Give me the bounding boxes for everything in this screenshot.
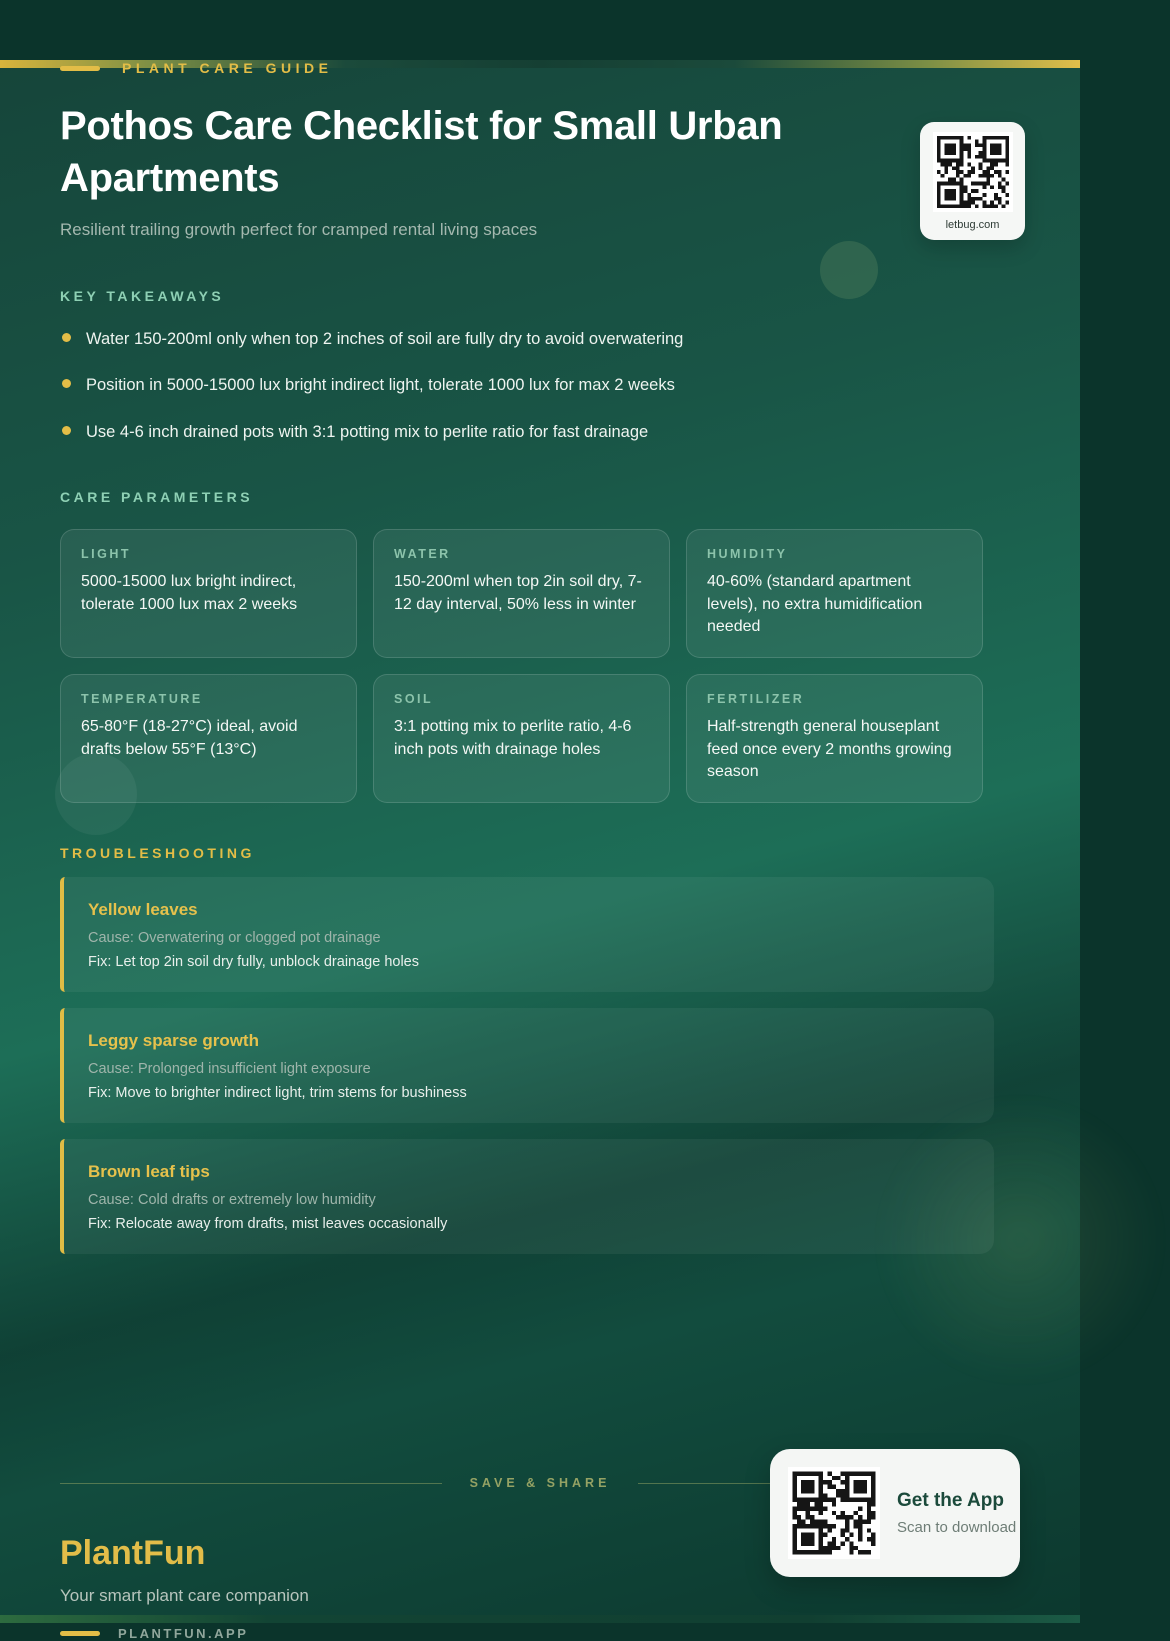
trouble-cause: Cause: Prolonged insufficient light exposure <box>88 1061 371 1078</box>
trouble-cause: Cause: Cold drafts or extremely low humidity <box>88 1192 376 1209</box>
care-parameters-grid <box>60 529 1020 803</box>
bullet-dot-icon <box>62 426 71 435</box>
accent-dash-icon <box>60 1631 100 1636</box>
accent-dash-icon <box>60 66 100 71</box>
troubleshooting-heading: TROUBLESHOOTING <box>60 845 255 862</box>
qr-code-icon <box>788 1467 880 1559</box>
param-text: 5000-15000 lux bright indirect, tolerate 1000 lux max 2 weeks <box>81 572 298 613</box>
param-label: WATER <box>394 546 451 561</box>
qr-code-icon <box>933 132 1013 212</box>
takeaway-text: Use 4-6 inch drained pots with 3:1 potting mix to perlite ratio for fast drainage <box>86 422 649 441</box>
param-text: 40-60% (standard apartment levels), no extra humidification needed <box>707 572 923 636</box>
trouble-card-yellow-leaves <box>60 877 994 992</box>
param-label: HUMIDITY <box>707 546 788 561</box>
plant-care-poster <box>0 60 1080 1641</box>
takeaway-item <box>60 374 1020 396</box>
param-label: LIGHT <box>81 546 131 561</box>
trouble-title: Brown leaf tips <box>88 1162 210 1182</box>
param-label: SOIL <box>394 691 434 706</box>
page-subtitle: Resilient trailing growth perfect for cramped rental living spaces <box>60 220 538 239</box>
eyebrow-label: PLANT CARE GUIDE <box>122 60 333 76</box>
trouble-title: Yellow leaves <box>88 900 198 920</box>
eyebrow <box>60 60 1020 76</box>
param-card-fertilizer <box>686 674 983 803</box>
takeaway-text: Water 150-200ml only when top 2 inches of soil are fully dry to avoid overwatering <box>86 330 684 348</box>
get-app-subtitle: Scan to download <box>897 1519 1017 1536</box>
care-parameters-heading: CARE PARAMETERS <box>60 488 254 505</box>
param-text: 150-200ml when top 2in soil dry, 7-12 day interval, 50% less in winter <box>394 572 642 613</box>
trouble-cause: Cause: Overwatering or clogged pot drainage <box>88 930 381 947</box>
param-card-water <box>373 529 670 658</box>
divider-line <box>60 1483 442 1484</box>
takeaway-item <box>60 421 1020 443</box>
param-label: FERTILIZER <box>707 691 805 706</box>
param-text: Half-strength general houseplant feed once every 2 months growing season <box>707 717 952 781</box>
param-card-soil <box>373 674 670 803</box>
trouble-card-leggy-growth <box>60 1008 994 1123</box>
site-row <box>60 1626 1020 1641</box>
takeaway-text: Position in 5000-15000 lux bright indirect light, tolerate 1000 lux for max 2 weeks <box>86 376 675 395</box>
param-label: TEMPERATURE <box>81 691 203 706</box>
trouble-fix: Fix: Let top 2in soil dry fully, unblock drainage holes <box>88 954 419 971</box>
bullet-dot-icon <box>62 379 71 388</box>
page-title: Pothos Care Checklist for Small Urban Apartments <box>60 104 783 200</box>
get-app-card <box>770 1449 1020 1577</box>
bullet-dot-icon <box>62 333 71 342</box>
key-takeaways-heading: KEY TAKEAWAYS <box>60 288 225 304</box>
brand-tagline: Your smart plant care companion <box>60 1586 309 1606</box>
qr-caption: letbug.com <box>945 219 1000 231</box>
divider-label: SAVE & SHARE <box>469 1476 611 1491</box>
param-card-humidity <box>686 529 983 658</box>
trouble-fix: Fix: Relocate away from drafts, mist leaves occasionally <box>88 1216 448 1233</box>
param-text: 3:1 potting mix to perlite ratio, 4-6 inch pots with drainage holes <box>394 717 632 758</box>
get-app-title: Get the App <box>897 1490 1004 1511</box>
param-card-light <box>60 529 357 658</box>
param-card-temperature <box>60 674 357 803</box>
trouble-card-brown-tips <box>60 1139 994 1254</box>
brand-logo: PlantFun <box>60 1534 206 1573</box>
trouble-fix: Fix: Move to brighter indirect light, trim stems for bushiness <box>88 1085 467 1102</box>
trouble-title: Leggy sparse growth <box>88 1031 259 1051</box>
site-url: PLANTFUN.APP <box>118 1626 249 1641</box>
param-text: 65-80°F (18-27°C) ideal, avoid drafts below 55°F (13°C) <box>81 717 298 758</box>
takeaway-item <box>60 328 1020 350</box>
header-qr-card <box>920 122 1025 240</box>
